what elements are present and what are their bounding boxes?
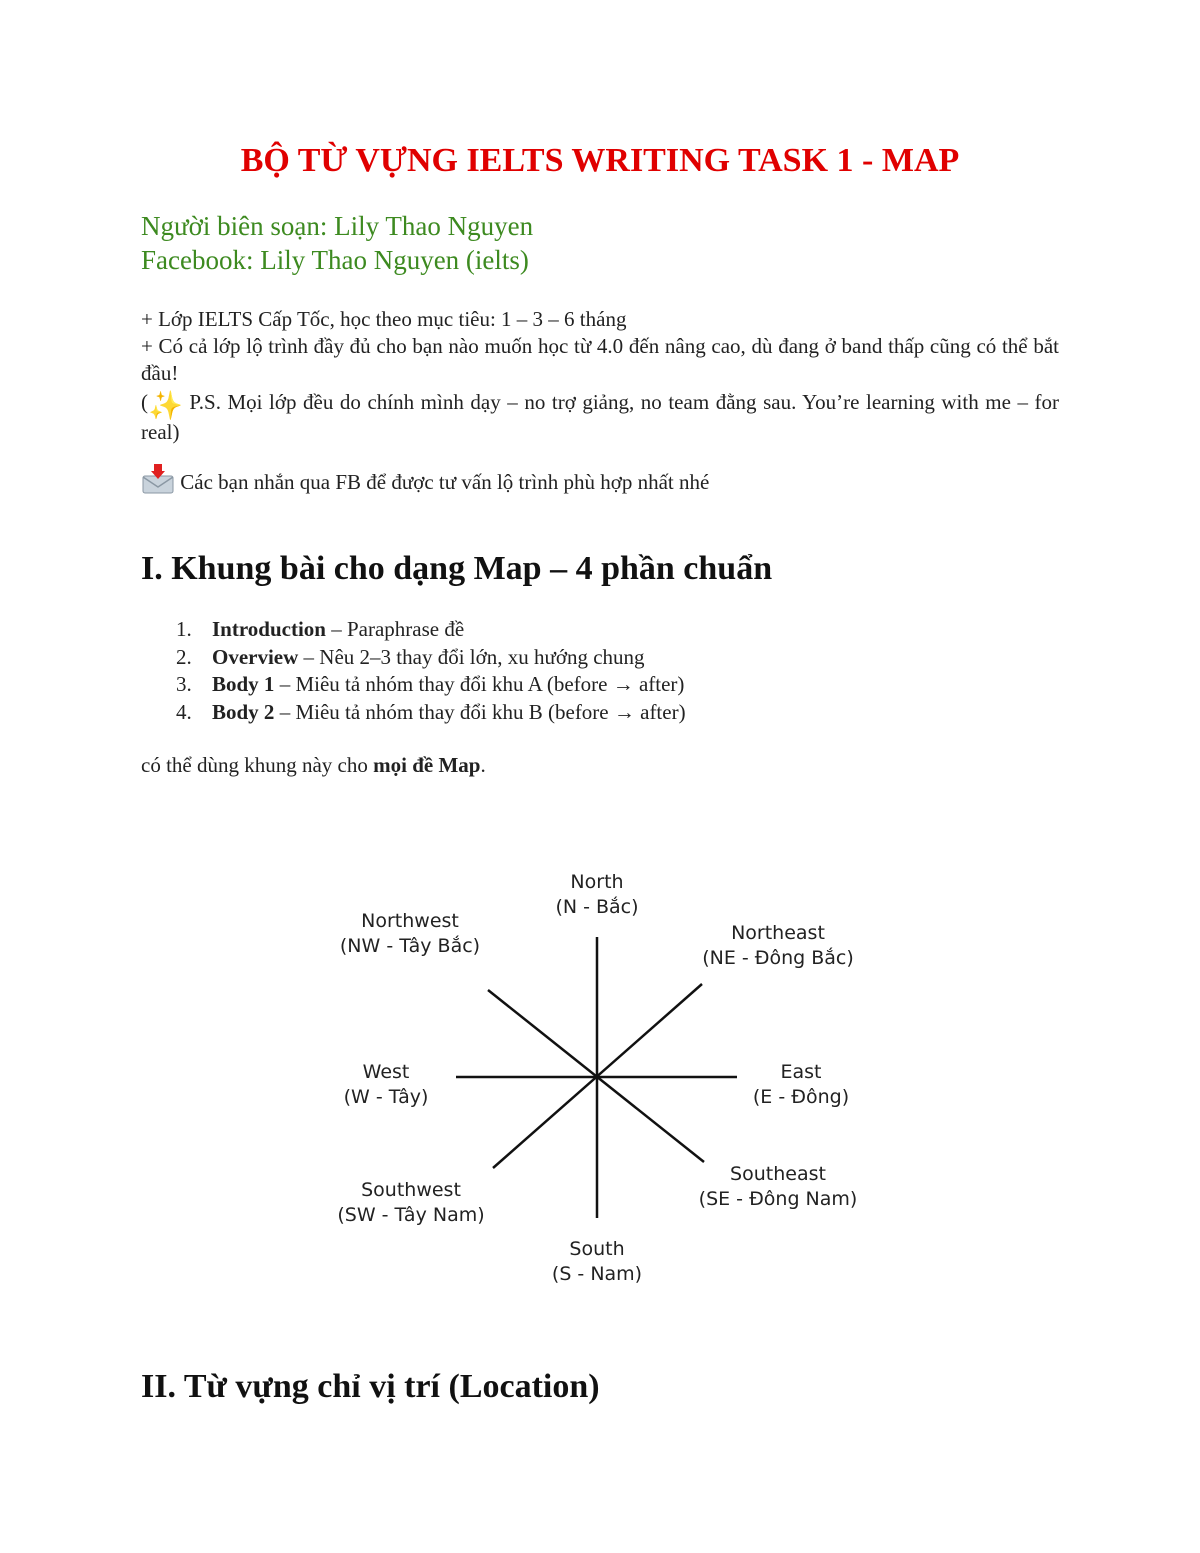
list-number: 3.: [176, 672, 192, 696]
note-bold: mọi đề Map: [373, 753, 481, 777]
list-item-term: Overview: [212, 644, 299, 669]
document-title: BỘ TỪ VỰNG IELTS WRITING TASK 1 - MAP: [240, 142, 960, 179]
paren-open: (: [141, 390, 148, 414]
sparkles-icon: ✨: [148, 389, 183, 422]
section-heading-location: II. Từ vựng chỉ vị trí (Location): [141, 1368, 600, 1405]
facebook-line: Facebook: Lily Thao Nguyen (ielts): [141, 245, 529, 275]
label-north: North: [570, 871, 624, 893]
label-south-sub: (S - Nam): [551, 1263, 643, 1285]
intro-path-line: + Có cả lớp lộ trình đầy đủ cho bạn nào muốn học từ 4.0 đến nâng cao, dù đang ở band thấp cũng có thể bắt đầu!: [141, 334, 1059, 385]
label-southeast: Southeast: [730, 1163, 826, 1185]
author-line: Người biên soạn: Lily Thao Nguyen: [141, 211, 534, 241]
list-item-desc: – Miêu tả nhóm thay đổi khu B (before → after): [274, 699, 686, 724]
label-northwest-sub: (NW - Tây Bắc): [339, 935, 481, 957]
label-southwest: Southwest: [361, 1179, 461, 1201]
label-north-sub: (N - Bắc): [555, 896, 639, 918]
list-item-desc: – Nêu 2–3 thay đổi lớn, xu hướng chung: [298, 644, 645, 669]
list-item-term: Body 1: [212, 672, 275, 696]
note-end: .: [480, 753, 486, 777]
contact-text: Các bạn nhắn qua FB để được tư vấn lộ trình phù hợp nhất nhé: [175, 470, 710, 494]
label-northeast: Northeast: [731, 922, 825, 944]
compass-lines: [456, 937, 737, 1218]
ps-text: P.S. Mọi lớp đều do chính mình dạy – no trợ giảng, no team đằng sau. You’re learning with me – for real): [141, 390, 1059, 444]
list-number: 2.: [176, 644, 192, 669]
list-item-term: Introduction: [212, 617, 326, 641]
list-number: 1.: [176, 617, 192, 641]
intro-course-line: + Lớp IELTS Cấp Tốc, học theo mục tiêu: 1 – 3 – 6 tháng: [141, 307, 627, 331]
label-southwest-sub: (SW - Tây Nam): [337, 1204, 485, 1226]
list-item-desc: – Paraphrase đề: [325, 617, 465, 641]
label-east-sub: (E - Đông): [752, 1086, 850, 1108]
label-east: East: [780, 1061, 822, 1083]
section-heading-structure: I. Khung bài cho dạng Map – 4 phần chuẩn: [141, 550, 773, 587]
label-northeast-sub: (NE - Đông Bắc): [702, 947, 854, 969]
list-number: 4.: [176, 699, 192, 724]
label-northwest: Northwest: [361, 910, 459, 932]
label-south: South: [569, 1238, 625, 1260]
label-southeast-sub: (SE - Đông Nam): [698, 1188, 858, 1210]
list-item-term: Body 2: [212, 699, 275, 724]
note-text: có thể dùng khung này cho: [141, 753, 374, 777]
list-item-desc: – Miêu tả nhóm thay đổi khu A (before → after): [274, 672, 685, 696]
label-west: West: [362, 1061, 410, 1083]
label-west-sub: (W - Tây): [343, 1086, 429, 1108]
